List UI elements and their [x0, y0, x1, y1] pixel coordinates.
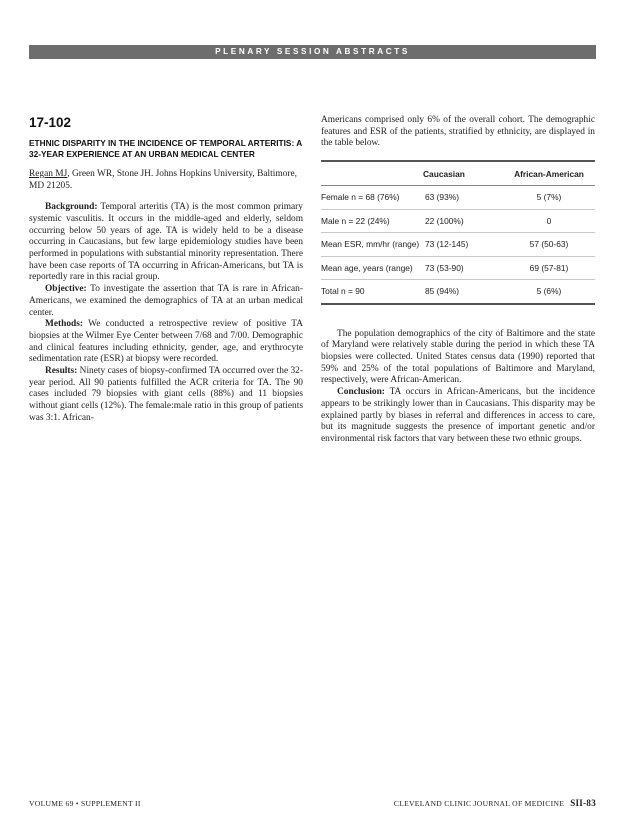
demographics-table-wrap: [321, 160, 595, 305]
table-cell: Total n = 90: [321, 286, 365, 297]
section-header: PLENARY SESSION ABSTRACTS: [29, 45, 596, 59]
table-cell: 57 (50-63): [529, 239, 569, 250]
left-column: [29, 115, 303, 425]
demographics-table: [321, 160, 595, 305]
table-row: [321, 256, 595, 280]
abstract-title: ETHNIC DISPARITY IN THE INCIDENCE OF TEMPORAL ARTERITIS: A 32-YEAR EXPERIENCE AT AN URBAN MEDICAL CENTER: [29, 138, 302, 159]
paragraph-objective: [29, 284, 303, 319]
table-header-cell: Caucasian: [423, 169, 465, 180]
table-cell: 85 (94%): [425, 286, 459, 297]
table-header-row: [321, 161, 595, 186]
journal-name: CLEVELAND CLINIC JOURNAL OF MEDICINE: [393, 799, 565, 808]
text-conclusion: TA occurs in African-Americans, but the incidence appears to be strikingly lower than in Caucasians. This disparity may be explained partly by biases in referral and differences in access to care, but its magnitude suggests the presence of important genetic and/or environmental risk factors that vary between these two ethnic groups.: [321, 387, 595, 444]
label-conclusion: Conclusion:: [337, 387, 385, 398]
paragraph-population: [321, 329, 595, 388]
label-methods: Methods:: [45, 319, 84, 330]
table-row: [321, 209, 595, 233]
paragraph-results-continued: Americans comprised only 6% of the overall cohort. The demographic features and ESR of the patients, stratified by ethnicity, are displayed in the table below.: [321, 115, 595, 149]
table-cell: Mean age, years (range): [321, 262, 413, 273]
paragraph-results: [29, 366, 303, 425]
paragraph-background: [29, 202, 303, 284]
label-results: Results:: [45, 366, 78, 377]
abstract-number: 17-102: [29, 115, 72, 130]
footer-journal: [394, 798, 596, 808]
footer-volume: VOLUME 69 • SUPPLEMENT II: [29, 799, 141, 808]
author-list: , Green WR, Stone JH. Johns Hopkins University, Baltimore, MD 21205.: [29, 169, 297, 191]
authors: [29, 169, 303, 192]
table-cell: Female n = 68 (76%): [321, 192, 400, 203]
table-row: [321, 280, 595, 304]
paragraph-methods: [29, 319, 303, 366]
table-cell: 5 (6%): [536, 286, 562, 297]
table-cell: Mean ESR, mm/hr (range): [321, 239, 420, 250]
label-background: Background:: [45, 202, 98, 213]
page-number: SII-83: [570, 798, 596, 808]
table-header-cell: African-American: [514, 169, 584, 180]
lead-author: Regan MJ: [29, 169, 68, 179]
table-cell: 5 (7%): [536, 192, 562, 203]
text-population: The population demographics of the city of Baltimore and the state of Maryland were relatively stable during the period in which these TA biopsies were collected. United States census data (1990) reported that 59% and 25% of the total populations of Baltimore and Maryland, respectively, were African-American.: [321, 328, 595, 386]
table-cell: Male n = 22 (24%): [321, 215, 390, 226]
table-cell: 22 (100%): [425, 215, 464, 226]
paragraph-conclusion: [321, 387, 595, 446]
table-cell: 0: [546, 215, 552, 226]
right-column: [321, 115, 595, 446]
table-row: [321, 186, 595, 210]
table-cell: 73 (53-90): [425, 262, 464, 273]
text-background: Temporal arteritis (TA) is the most common primary systemic vasculitis. It occurs in the middle-aged and elderly, seldom occurring below 50 years of age. TA is widely held to be a disease occurring in Caucasians, but few large epidemiology studies have been performed in populations with substantial minority representation. There have been case reports of TA occurring in African-Americans, but TA is reportedly rare in this racial group.: [29, 202, 303, 283]
text-results: Ninety cases of biopsy-confirmed TA occurred over the 32-year period. All 90 patients fulfilled the ACR criteria for TA. The 90 cases included 79 biopsies with giant cells (88%) and 11 biopsies without giant cells (12%). The female:male ratio in this group of patients was 3:1. African-: [29, 366, 303, 423]
table-cell: 69 (57-81): [529, 262, 569, 273]
table-header-cell: [321, 161, 423, 186]
label-objective: Objective:: [45, 284, 87, 295]
text-methods: We conducted a retrospective review of positive TA biopsies at the Wilmer Eye Center between 7/68 and 7/00. Demographic and clinical features including ethnicity, gender, age, and erythrocyte sedimentation rate (ESR) at biopsy were recorded.: [29, 319, 303, 365]
table-cell: 63 (93%): [425, 192, 459, 203]
table-row: [321, 233, 595, 257]
text-objective: To investigate the assertion that TA is rare in African-Americans, we examined the demographics of TA at an urban medical center.: [29, 284, 303, 318]
table-cell: 73 (12-145): [425, 239, 469, 250]
